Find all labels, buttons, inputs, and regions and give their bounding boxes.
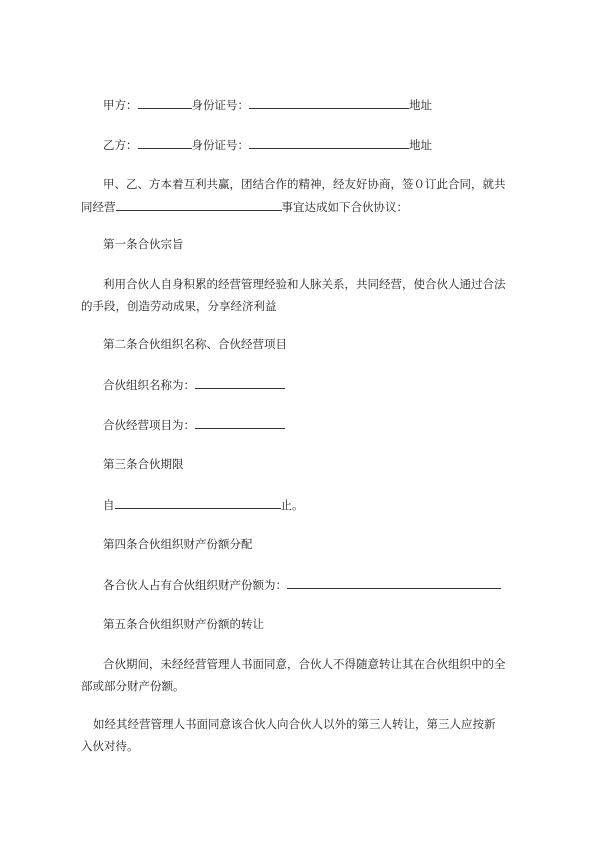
term-from-label: 自 [103, 498, 115, 512]
term-line [103, 496, 304, 513]
intro-joint-label: 同经营 [81, 200, 116, 214]
joint-business-blank[interactable] [116, 198, 282, 211]
intro-line-2 [81, 198, 408, 215]
article-5-para-2-line-2: 入伙对待。 [81, 739, 139, 753]
article-4-title: 第四条合伙组织财产份额分配 [103, 537, 253, 551]
org-name-blank[interactable] [195, 376, 285, 389]
party-a-label: 甲方： [103, 98, 138, 112]
biz-item-blank[interactable] [195, 416, 285, 429]
share-blank[interactable] [287, 576, 501, 589]
article-5-para-1-line-1: 合伙期间，未经经营管理人书面同意，合伙人不得随意转让其在合伙组织中的全 [103, 657, 506, 671]
party-a-id-blank[interactable] [249, 96, 409, 109]
article-3-title: 第三条合伙期限 [103, 457, 184, 471]
party-b-id-label: 身份证号： [191, 138, 249, 152]
party-b-id-blank[interactable] [249, 136, 409, 149]
party-a-name-blank[interactable] [138, 96, 192, 109]
term-end-label: 止。 [280, 498, 304, 512]
share-line [103, 576, 501, 593]
article-1-body-line-2: 的手段，创造劳动成果，分享经济利益 [81, 299, 277, 313]
article-5-para-1-line-2: 部或部分财产份额。 [81, 679, 185, 693]
intro-line-1: 甲、乙、方本着互利共赢，团结合作的精神，经友好协商，签０订此合同，就共 [103, 177, 506, 191]
article-5-title: 第五条合伙组织财产份额的转让 [103, 617, 264, 631]
article-1-body-line-1: 利用合伙人自身积累的经营管理经验和人脉关系，共同经营，使合伙人通过合法 [103, 277, 506, 291]
party-b-label: 乙方： [103, 138, 138, 152]
intro-agreement-label: 事宜达成如下合伙协议： [281, 200, 408, 214]
party-b-address-label: 地址 [409, 138, 432, 152]
article-1-title: 第一条合伙宗旨 [103, 237, 184, 251]
party-b-name-blank[interactable] [138, 136, 192, 149]
party-b-line [103, 136, 432, 153]
party-a-address-label: 地址 [409, 98, 432, 112]
party-a-id-label: 身份证号： [191, 98, 249, 112]
term-period-blank[interactable] [115, 496, 281, 509]
share-label: 各合伙人占有合伙组织财产份额为： [103, 578, 287, 592]
org-name-label: 合伙组织名称为： [103, 378, 195, 392]
party-a-line [103, 96, 432, 113]
org-name-line [103, 376, 285, 393]
biz-item-label: 合伙经营项目为： [103, 418, 195, 432]
biz-item-line [103, 416, 285, 433]
article-5-para-2-line-1: 如经其经营管理人书面同意该合伙人向合伙人以外的第三人转让，第三人应按新 [93, 717, 496, 731]
article-2-title: 第二条合伙组织名称、合伙经营项目 [103, 337, 287, 351]
